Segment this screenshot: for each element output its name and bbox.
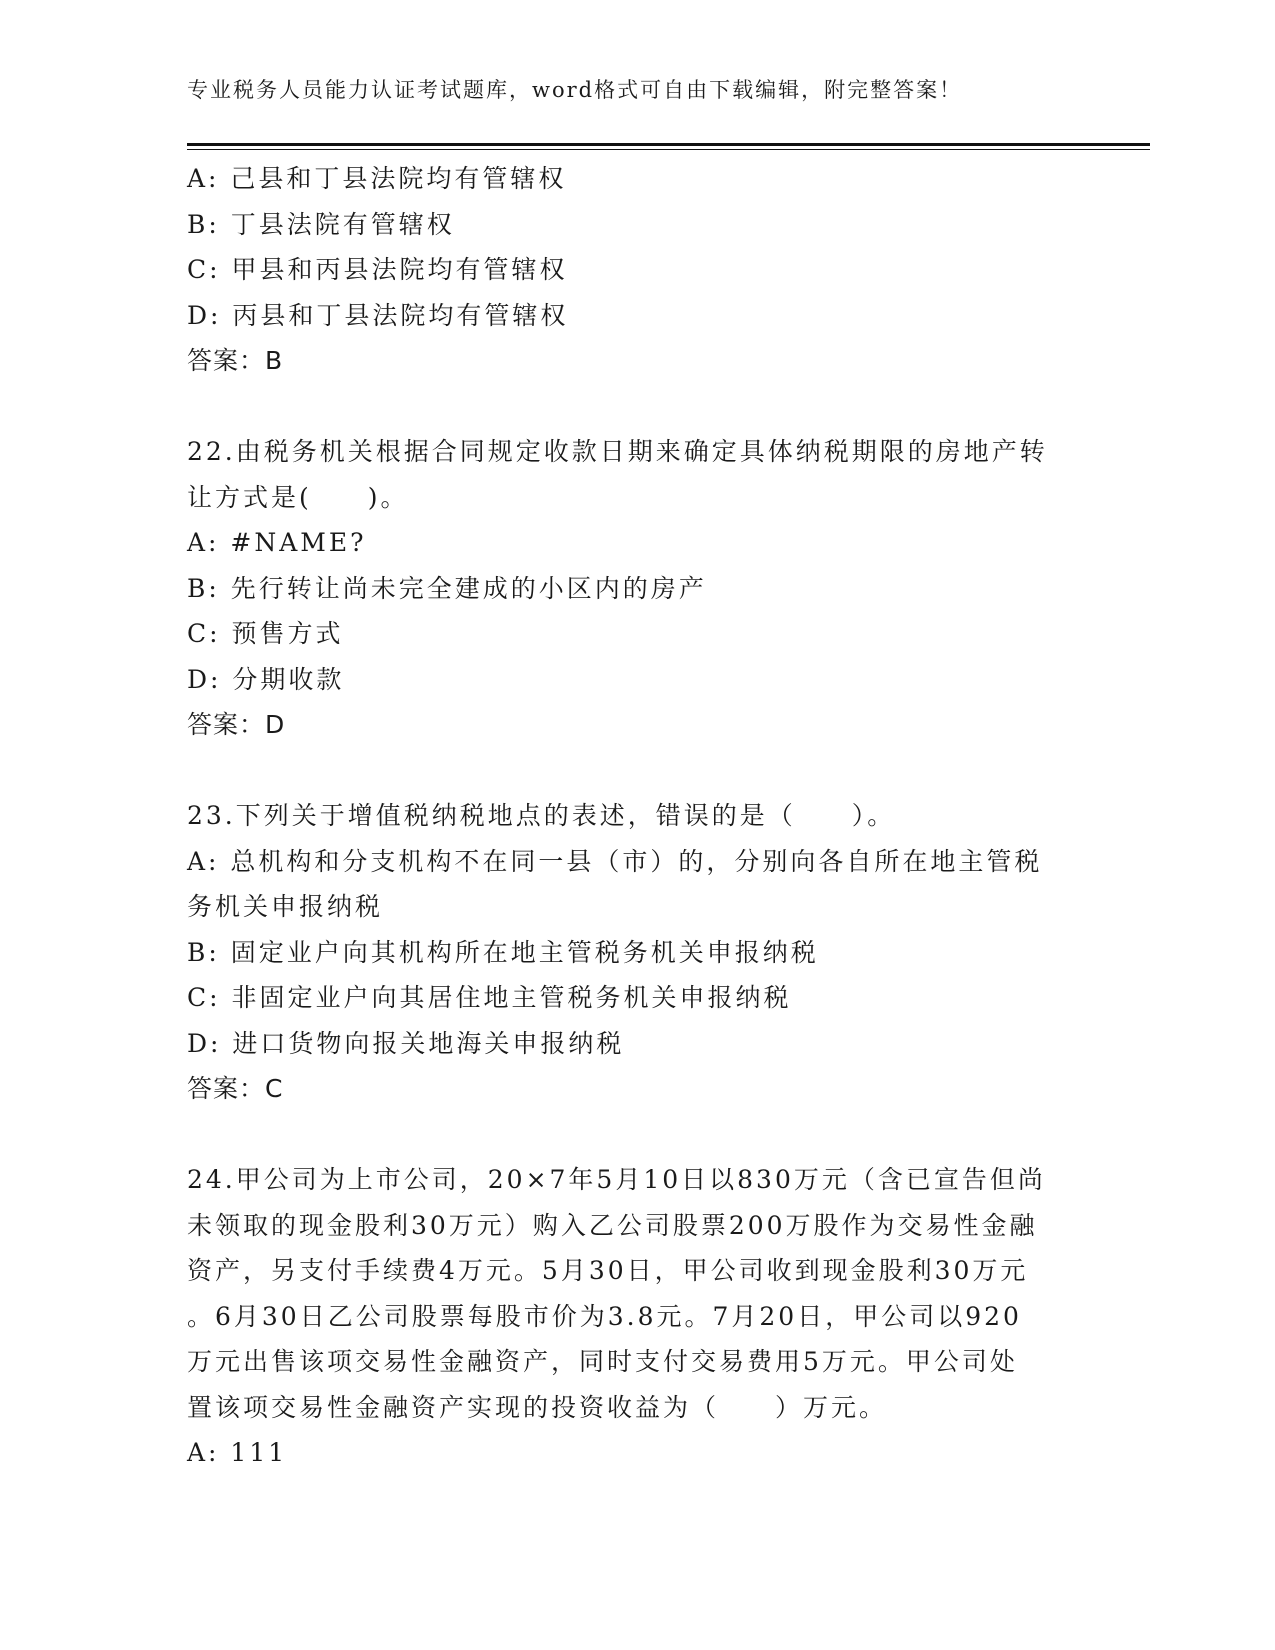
option-b: B: 丁县法院有管辖权 [187,209,455,239]
option-c: C: 甲县和丙县法院均有管辖权 [187,255,568,284]
option-d: D: 丙县和丁县法院均有管辖权 [187,300,569,330]
page-header: 专业税务人员能力认证考试题库，word格式可自由下载编辑，附完整答案！ [187,78,963,102]
answer: 答案：C [187,1074,284,1103]
option-b: B: 先行转让尚未完全建成的小区内的房产 [187,573,707,603]
option-d: D: 分期收款 [187,664,345,694]
option-c: C: 预售方式 [187,619,344,648]
question-stem: 23.下列关于增值税纳税地点的表述，错误的是（ ）。 [187,801,896,830]
question-stem: 24.甲公司为上市公司，20×7年5月10日以830万元（含已宣告但尚 [187,1165,1046,1194]
question-stem: 让方式是( )。 [187,482,409,512]
option-a: A: 己县和丁县法院均有管辖权 [187,164,567,193]
question-stem: 资产，另支付手续费4万元。5月30日，甲公司收到现金股利30万元 [187,1256,1029,1285]
option-d: D: 进口货物向报关地海关申报纳税 [187,1028,625,1058]
question-stem: 置该项交易性金融资产实现的投资收益为（ ）万元。 [187,1392,888,1422]
option-a: A: 总机构和分支机构不在同一县（市）的，分别向各自所在地主管税 [187,846,1043,876]
answer: 答案：D [187,710,286,739]
option-b: B: 固定业户向其机构所在地主管税务机关申报纳税 [187,937,819,967]
question-23 [187,793,1107,1112]
question-stem: 22.由税务机关根据合同规定收款日期来确定具体纳税期限的房地产转 [187,437,1048,466]
answer: 答案：B [187,346,284,375]
option-a: A: #NAME? [187,528,367,557]
question-stem: 。6月30日乙公司股票每股市价为3.8元。7月20日，甲公司以920 [187,1301,1022,1331]
question-stem: 未领取的现金股利30万元）购入乙公司股票200万股作为交易性金融 [187,1210,1038,1240]
header-divider [187,143,1150,146]
option-a-continued: 务机关申报纳税 [187,892,384,921]
question-21 [187,156,1107,384]
header-divider-thin [187,149,1150,150]
option-a: A: 111 [187,1438,288,1467]
question-22 [187,429,1107,748]
question-stem: 万元出售该项交易性金融资产，同时支付交易费用5万元。甲公司处 [187,1347,1018,1376]
option-c: C: 非固定业户向其居住地主管税务机关申报纳税 [187,983,792,1012]
question-24 [187,1157,1107,1476]
question-content [187,156,1107,1476]
